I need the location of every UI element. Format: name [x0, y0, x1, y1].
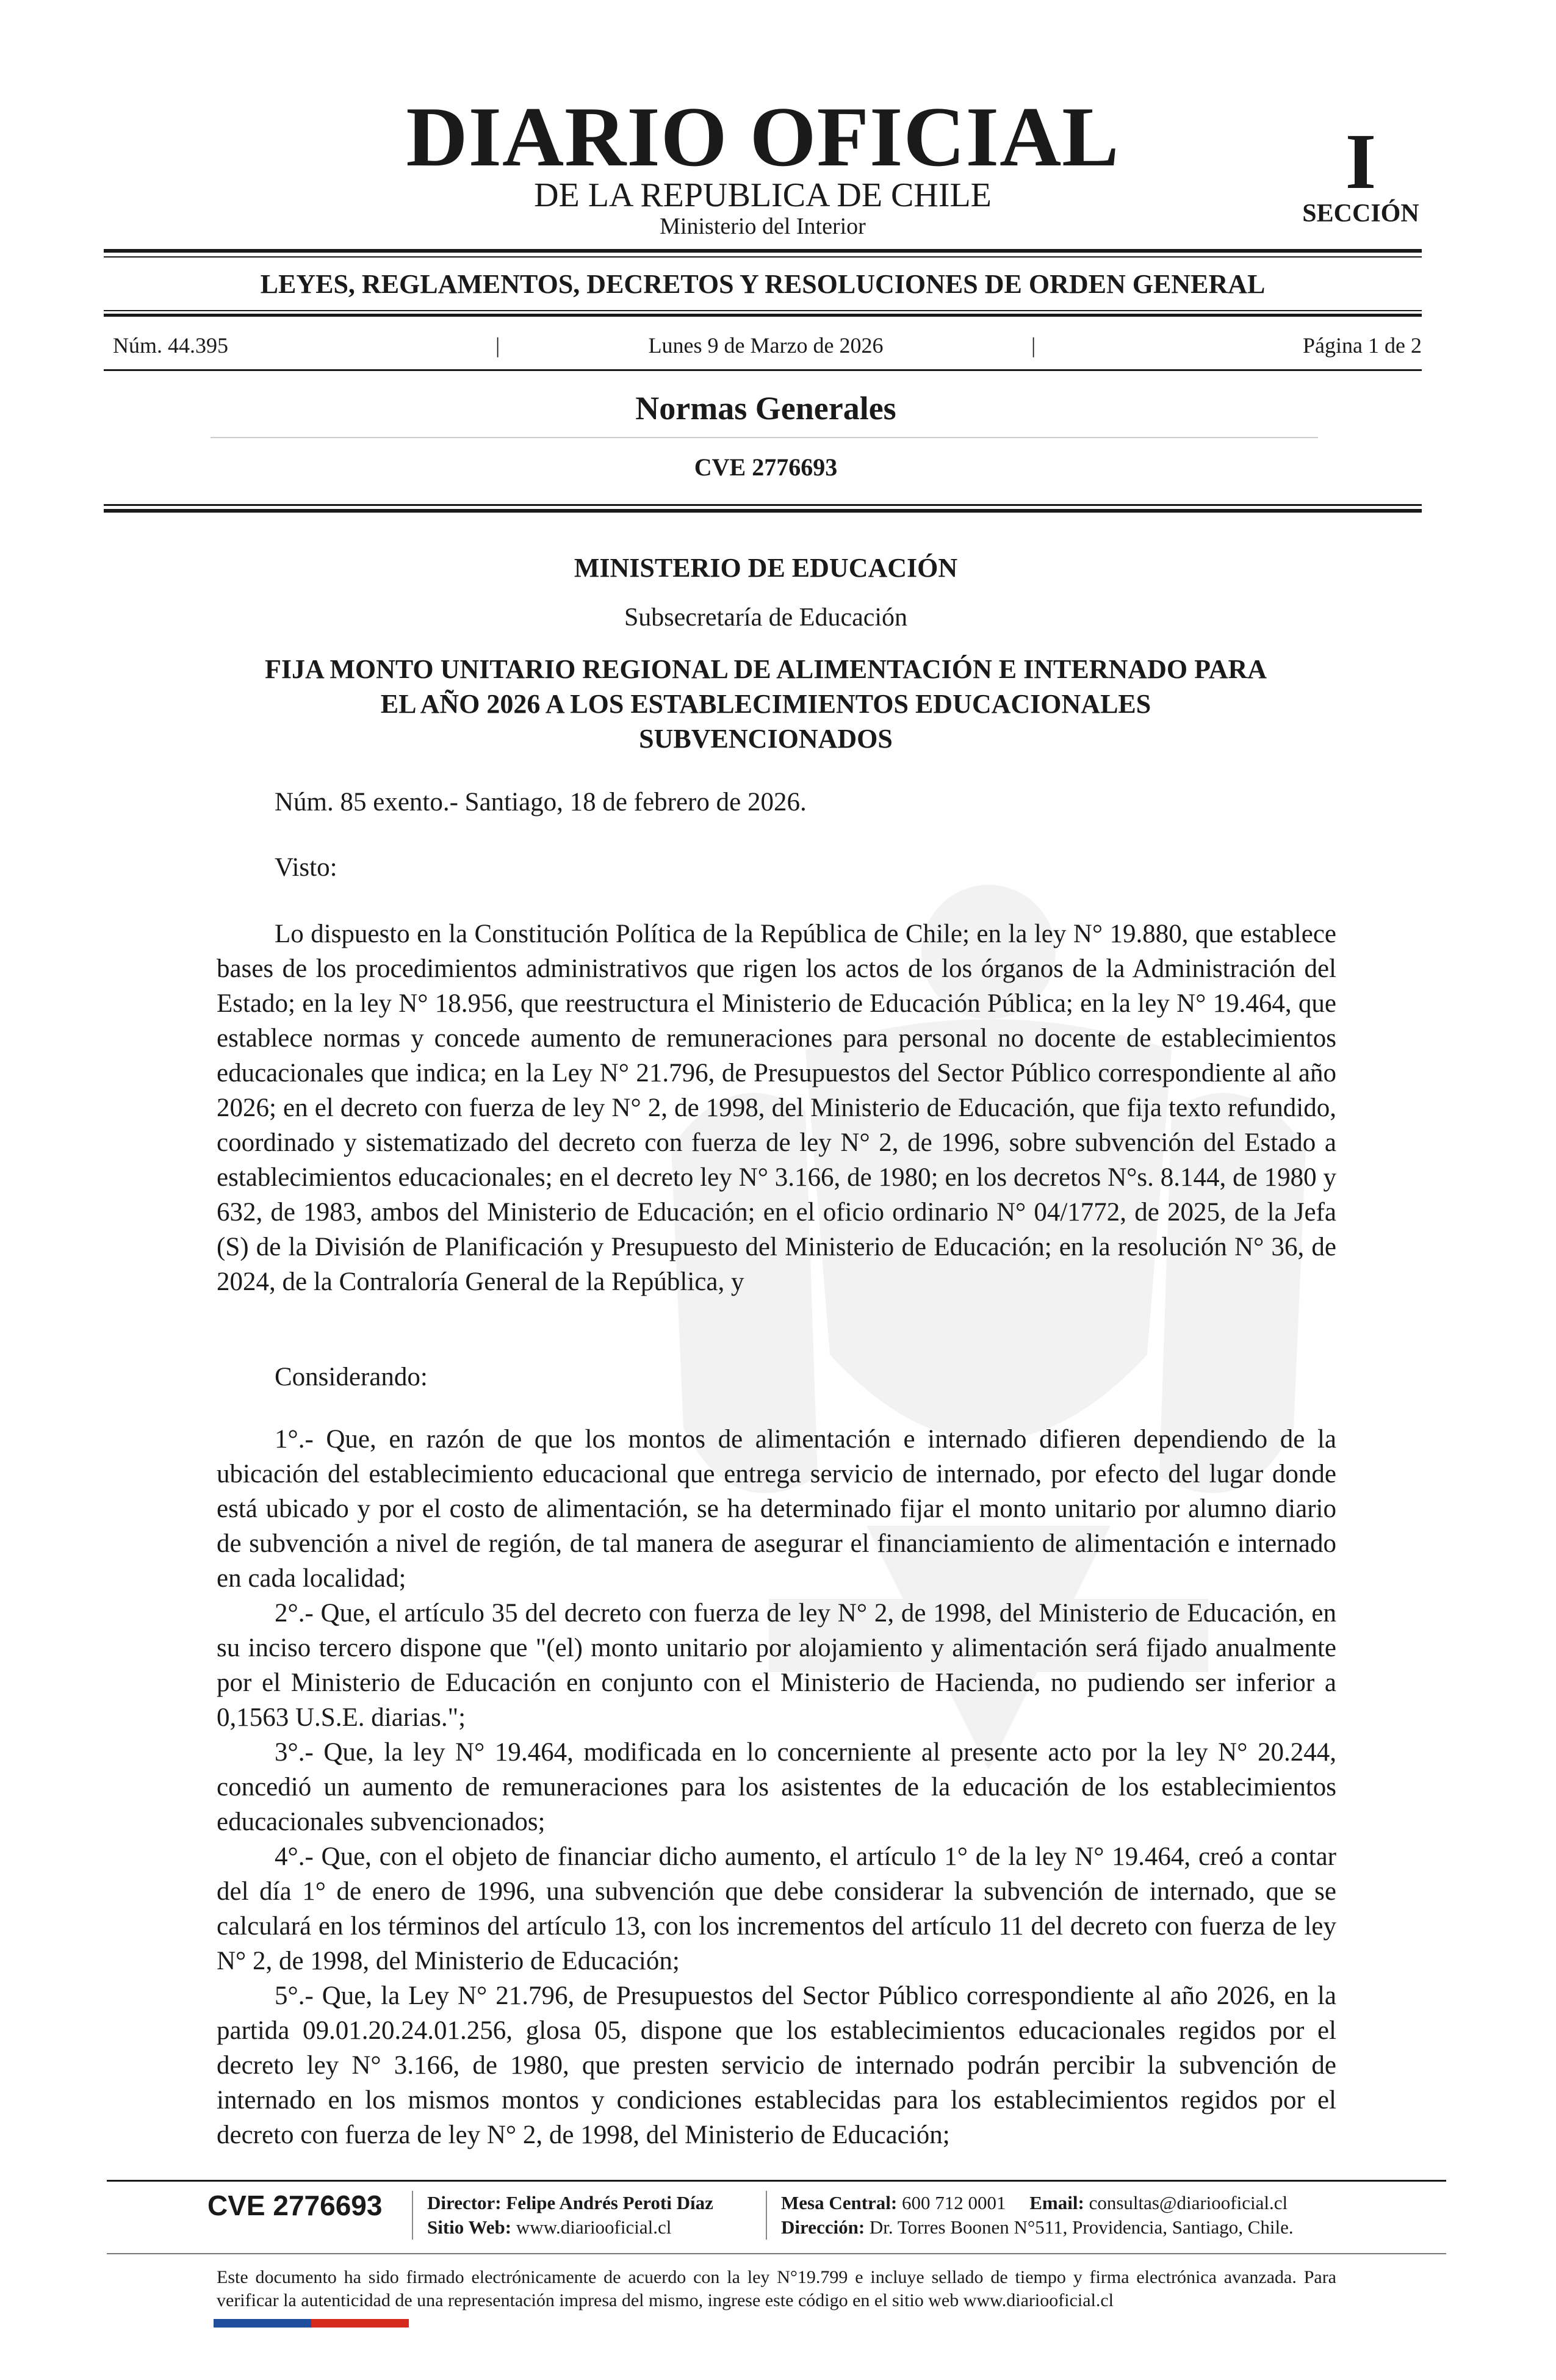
cve-rule-thick [104, 509, 1422, 513]
email-label: Email: [1029, 2192, 1084, 2213]
decree-title [207, 652, 1324, 756]
meta-rule [104, 369, 1422, 371]
phone-number: 600 712 0001 [902, 2192, 1006, 2213]
considerandos-list [217, 1422, 1336, 2152]
category-rule-thin [104, 310, 1422, 311]
category-heading: LEYES, REGLAMENTOS, DECRETOS Y RESOLUCIONES DE ORDEN GENERAL [260, 269, 1266, 299]
address-label: Dirección: [781, 2216, 865, 2238]
visto-paragraph: Lo dispuesto en la Constitución Política de la República de Chile; en la ley N° 19.880, que establece bases de los procedimientos administrativos que rigen los actos de los órganos de la Administración del Estado; en la ley N° 18.956, que reestructura el Ministerio de Educación Pública; en la ley N° 19.464, que establece normas y concede aumento de remuneraciones para personal no docente de establecimientos educacionales que indica; en la Ley N° 21.796, de Presupuestos del Sector Público correspondiente al año 2026; en el decreto con fuerza de ley N° 2, de 1998, del Ministerio de Educación, que fija texto refundido, coordinado y sistematizado del decreto con fuerza de ley N° 2, de 1996, sobre subvención del Estado a establecimientos educacionales; en el decreto ley N° 3.166, de 1980; en los decretos N°s. 8.144, de 1980 y 632, de 1983, ambos del Ministerio de Educación; en el oficio ordinario N° 04/1772, de 2025, de la Jefa (S) de la División de Planificación y Presupuesto del Ministerio de Educación; en la resolución N° 36, de 2024, de la Contraloría General de la República, y [217, 920, 1336, 1296]
header-rule-thin [104, 256, 1422, 258]
director-label: Director: [427, 2192, 502, 2213]
subsecretaria: Subsecretaría de Educación [624, 604, 908, 632]
considerando-paragraph: 2°.- Que, el artículo 35 del decreto con fuerza de ley N° 2, de 1998, del Ministerio de Educación, en su inciso tercero dispone que "(el) monto unitario por alojamiento y alimentación será fijado anualmente por el Ministerio de Educación en conjunto con el Ministerio de Hacienda, no pudiendo ser inferior a 0,1563 U.S.E. diarias."; [217, 1599, 1336, 1732]
cve-code: CVE 2776693 [694, 453, 838, 481]
web-label: Sitio Web: [427, 2216, 512, 2238]
address: Dr. Torres Boonen N°511, Providencia, Santiago, Chile. [869, 2216, 1294, 2238]
decree-number-line: Núm. 85 exento.- Santiago, 18 de febrero de 2026. [275, 788, 807, 817]
footer-director-block [427, 2191, 713, 2240]
visto-label: Visto: [275, 853, 337, 882]
category-rule-thick [104, 314, 1422, 317]
header-rule-thick [104, 249, 1422, 253]
flag-stripe-blue [214, 2319, 311, 2328]
section-number: I [1345, 118, 1377, 206]
section-label: SECCIÓN [1302, 200, 1419, 228]
footer-contact-block [781, 2191, 1294, 2240]
considerando-paragraph: 3°.- Que, la ley N° 19.464, modificada en lo concerniente al presente acto por la ley N° 20.244, concedió un aumento de remuneraciones para los asistentes de la educación de los establecimientos educacionales subvencionados; [217, 1738, 1336, 1836]
footer-cve-code: CVE 2776693 [207, 2190, 383, 2221]
footer-rule [107, 2180, 1446, 2182]
phone-label: Mesa Central: [781, 2192, 898, 2213]
considerando-paragraph: 1°.- Que, en razón de que los montos de alimentación e internado difieren dependiendo de la ubicación del establecimiento educacional que entrega servicio de internado, por efecto del lugar donde está ubicado y por el costo de alimentación, se ha determinado fijar el monto unitario por alumno diario de subvención a nivel de región, de tal manera de asegurar el financiamiento de alimentación e internado en cada localidad; [217, 1425, 1336, 1593]
newspaper-title: DIARIO OFICIAL [406, 90, 1120, 184]
considerando-paragraph: 5°.- Que, la Ley N° 21.796, de Presupuestos del Sector Público correspondiente al año 2026, en la partida 09.01.20.24.01.256, glosa 05, dispone que los establecimientos educacionales regidos por el decreto ley N° 3.166, de 1980, que presten servicio de internado podrán percibir la subvención de internado en los mismos montos y condiciones establecidas para los establecimientos regidos por el decreto con fuerza de ley N° 2, de 1998, del Ministerio de Educación; [217, 1982, 1336, 2149]
meta-separator: | [1031, 333, 1036, 358]
footer-divider [766, 2191, 767, 2240]
considerando-label: Considerando: [275, 1363, 428, 1391]
meta-separator: | [495, 333, 500, 358]
considerando-paragraph: 4°.- Que, con el objeto de financiar dicho aumento, el artículo 1° de la ley N° 19.464, creó a contar del día 1° de enero de 1996, una subvención que debe considerar la subvención de internado, que se calculará en los términos del artículo 13, con los incrementos del artículo 11 del decreto con fuerza de ley N° 2, de 1998, del Ministerio de Educación; [217, 1842, 1336, 1975]
email-link[interactable]: consultas@diariooficial.cl [1089, 2192, 1288, 2213]
decree-title-line: EL AÑO 2026 A LOS ESTABLECIMIENTOS EDUCACIONALES [380, 689, 1151, 719]
issue-date: Lunes 9 de Marzo de 2026 [648, 333, 884, 358]
section-heading: Normas Generales [635, 390, 896, 427]
cve-rule-thin [104, 504, 1422, 506]
section-heading-rule [211, 437, 1318, 438]
director-name: Felipe Andrés Peroti Díaz [506, 2192, 713, 2213]
flag-stripe-red [311, 2319, 409, 2328]
newspaper-subtitle: DE LA REPUBLICA DE CHILE [534, 176, 992, 214]
footer-divider [412, 2191, 413, 2240]
issuing-ministry: MINISTERIO DE EDUCACIÓN [574, 553, 958, 583]
decree-title-line: SUBVENCIONADOS [639, 724, 893, 754]
footer-legal-note: Este documento ha sido firmado electrónicamente de acuerdo con la ley N°19.799 e incluye sellado de tiempo y firma electrónica avanzada. Para verificar la autenticidad de una representación impresa del mismo, ingrese este código en el sitio web www.diariooficial.cl [217, 2267, 1336, 2310]
decree-title-line: FIJA MONTO UNITARIO REGIONAL DE ALIMENTACIÓN E INTERNADO PARA [264, 654, 1267, 684]
issue-number: Núm. 44.395 [113, 333, 228, 358]
website-link[interactable]: www.diariooficial.cl [516, 2216, 672, 2238]
footer-note-rule [107, 2253, 1446, 2254]
page-indicator: Página 1 de 2 [1303, 333, 1422, 358]
newspaper-ministry: Ministerio del Interior [660, 214, 866, 239]
